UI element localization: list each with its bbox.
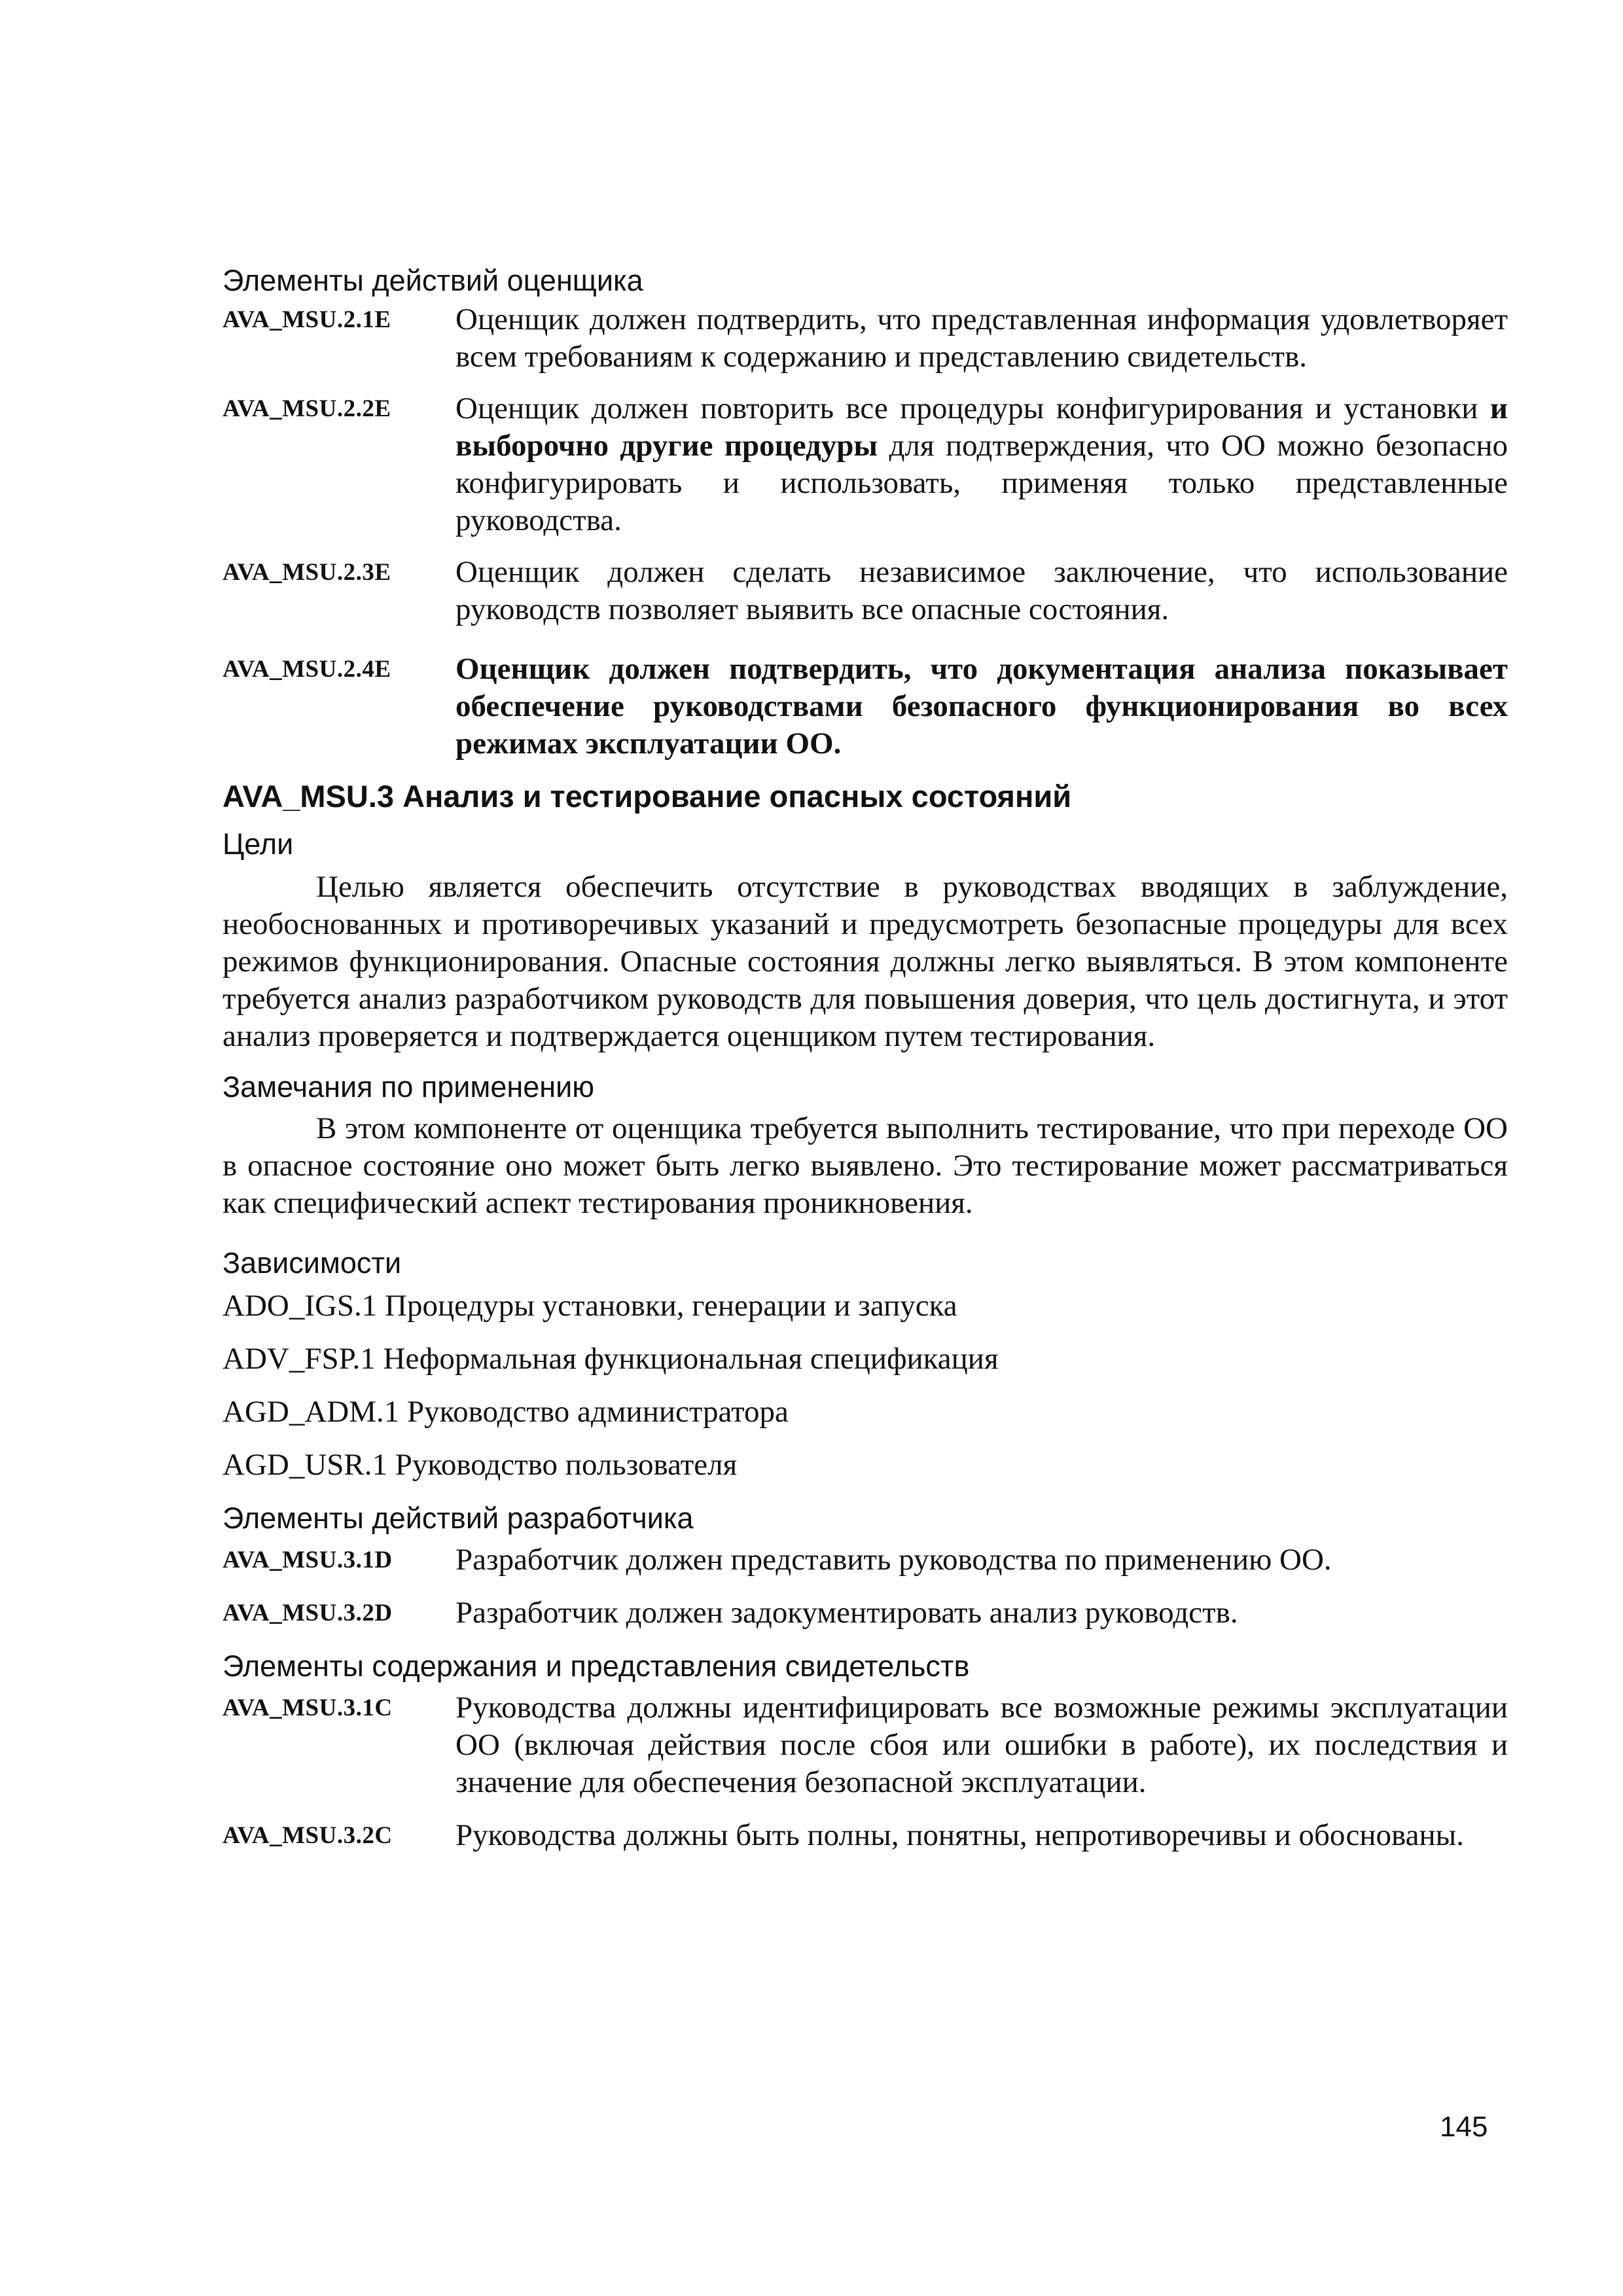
element-text-part: Оценщик должен повторить все процедуры конфигурирования и установки [455,391,1478,425]
component-title: AVA_MSU.3 Анализ и тестирование опасных состояний [223,779,1072,814]
element-ava-msu-3-2c [223,1817,1508,1854]
element-text: Руководства должны идентифицировать все возможные режимы эксплуатации ОО (включая действия после сбоя или ошибки в работе), их последствия и значение для обеспечения безопасной эксплуатации. [455,1691,1508,1799]
dependency-item: ADO_IGS.1 Процедуры установки, генерации и запуска [223,1289,957,1323]
element-text-emphasis: и выборочно другие процедуры [455,391,1508,463]
element-code: AVA_MSU.3.1C [223,1695,393,1721]
page-body [223,255,1508,1854]
element-text: Оценщик должен сделать независимое заключение, что использование руководств позволяет выявить все опасные состояния. [455,555,1508,626]
element-code: AVA_MSU.2.1E [223,306,391,333]
element-ava-msu-2-2e [223,390,1508,539]
element-code: AVA_MSU.2.3E [223,559,391,586]
content-presentation-heading: Элементы содержания и представления свидетельств [223,1649,970,1683]
element-code: AVA_MSU.3.1D [223,1547,393,1573]
element-ava-msu-2-4e [223,651,1508,762]
element-code: AVA_MSU.3.2D [223,1600,393,1626]
element-text: Разработчик должен задокументировать анализ руководств. [455,1596,1238,1630]
objectives-heading: Цели [223,827,294,861]
application-notes-paragraph: В этом компоненте от оценщика требуется выполнить тестирование, что при переходе ОО в опасное состояние оно может быть легко выявлено. Это тестирование может рассматриваться как специфический аспект тестирования проникновения. [223,1111,1508,1220]
element-ava-msu-2-1e [223,301,1508,376]
element-ava-msu-3-2d [223,1594,1508,1632]
element-text: Оценщик должен подтвердить, что документация анализа показывает обеспечение руководствами безопасного функционирования во всех режимах эксплуатации ОО. [455,652,1508,761]
page-number: 145 [1440,2111,1488,2143]
element-text [455,390,1508,539]
element-text-part: для подтверждения, что ОО можно безопасно конфигурировать и использовать, применяя только представленные руководства. [455,429,1508,537]
element-code: AVA_MSU.2.4E [223,656,391,683]
dependency-item: ADV_FSP.1 Неформальная функциональная спецификация [223,1342,999,1376]
objectives-paragraph: Целью является обеспечить отсутствие в руководствах вводящих в заблуждение, необоснованных и противоречивых указаний и предусмотреть безопасные процедуры для всех режимов функционирования. Опасные состояния должны легко выявляться. В этом компоненте требуется анализ разработчиком руководств для повышения доверия, что цель достигнута, и этот анализ проверяется и подтверждается оценщиком путем тестирования. [223,870,1508,1053]
element-text: Разработчик должен представить руководства по применению ОО. [455,1543,1332,1577]
element-ava-msu-3-1c [223,1689,1508,1801]
dependency-item: AGD_ADM.1 Руководство администратора [223,1395,789,1429]
element-ava-msu-2-3e [223,554,1508,628]
dependency-item: AGD_USR.1 Руководство пользователя [223,1448,738,1482]
element-text: Оценщик должен подтвердить, что представленная информация удовлетворяет всем требованиям к содержанию и представлению свидетельств. [455,302,1508,374]
element-code: AVA_MSU.2.2E [223,395,391,422]
element-text: Руководства должны быть полны, понятны, непротиворечивы и обоснованы. [455,1818,1464,1852]
developer-actions-heading: Элементы действий разработчика [223,1501,694,1535]
element-code: AVA_MSU.3.2C [223,1822,393,1849]
evaluator-actions-heading: Элементы действий оценщика [223,264,643,297]
application-notes-heading: Замечания по применению [223,1070,595,1103]
element-ava-msu-3-1d [223,1541,1508,1579]
dependencies-heading: Зависимости [223,1246,402,1280]
